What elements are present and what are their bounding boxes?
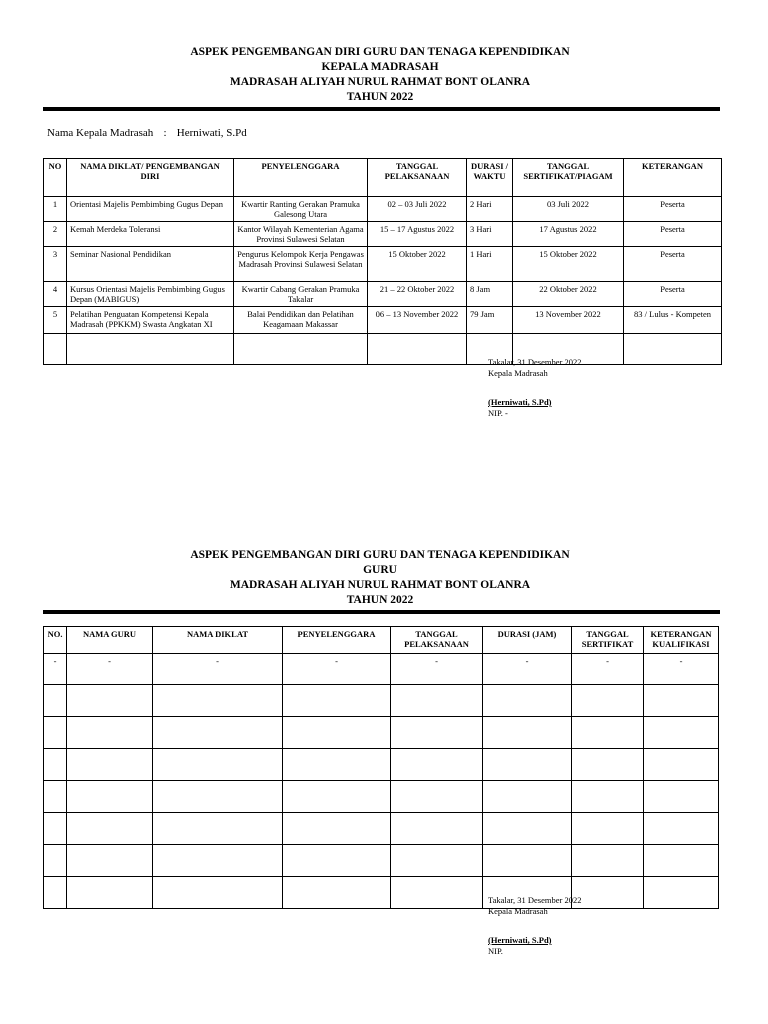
col-header-keterangan: KETERANGAN KUALIFIKASI bbox=[644, 627, 719, 654]
table-cell bbox=[483, 717, 572, 749]
cell-penyelenggara: Kwartir Ranting Gerakan Pramuka Galesong Utara bbox=[234, 197, 368, 222]
col-header-tanggal-pelaksanaan: TANGGAL PELAKSANAAN bbox=[368, 159, 467, 197]
table-cell bbox=[67, 781, 153, 813]
table-cell bbox=[483, 813, 572, 845]
cell-diklat bbox=[67, 334, 234, 365]
table-cell bbox=[153, 877, 283, 909]
table-cell bbox=[644, 717, 719, 749]
table-row-empty bbox=[44, 845, 719, 877]
cell-no: 5 bbox=[44, 307, 67, 334]
table-cell bbox=[44, 845, 67, 877]
cell-sertifikat: 13 November 2022 bbox=[513, 307, 624, 334]
table-cell: - bbox=[44, 654, 67, 685]
col-header-sertifikat: TANGGAL SERTIFIKAT bbox=[572, 627, 644, 654]
table-cell bbox=[572, 717, 644, 749]
table-cell bbox=[391, 877, 483, 909]
cell-durasi: 2 Hari bbox=[467, 197, 513, 222]
principal-name-line bbox=[47, 127, 247, 139]
table-row bbox=[44, 307, 722, 334]
cell-diklat: Kemah Merdeka Toleransi bbox=[67, 222, 234, 247]
col-header-keterangan: KETERANGAN bbox=[624, 159, 722, 197]
table-cell bbox=[391, 781, 483, 813]
signature-name: (Herniwati, S.Pd) bbox=[488, 935, 552, 945]
cell-pelaksanaan: 02 – 03 Juli 2022 bbox=[368, 197, 467, 222]
table-cell bbox=[67, 717, 153, 749]
col-header-no: NO. bbox=[44, 627, 67, 654]
table-cell bbox=[44, 749, 67, 781]
cell-diklat: Pelatihan Penguatan Kompetensi Kepala Madrasah (PPKKM) Swasta Angkatan XI bbox=[67, 307, 234, 334]
table-cell bbox=[483, 845, 572, 877]
table-cell bbox=[572, 685, 644, 717]
table-row-empty bbox=[44, 685, 719, 717]
signature-place-date: Takalar, 31 Desember 2022 bbox=[488, 895, 582, 905]
cell-penyelenggara bbox=[234, 334, 368, 365]
section2-divider bbox=[43, 610, 720, 614]
principal-name-label: Nama Kepala Madrasah bbox=[47, 127, 154, 139]
table-cell bbox=[391, 717, 483, 749]
table-cell bbox=[644, 749, 719, 781]
section2-title-line: ASPEK PENGEMBANGAN DIRI GURU DAN TENAGA KEPENDIDIKAN bbox=[190, 549, 570, 561]
table-cell bbox=[67, 845, 153, 877]
table-cell bbox=[283, 845, 391, 877]
cell-keterangan: Peserta bbox=[624, 247, 722, 282]
table-cell bbox=[44, 781, 67, 813]
table-cell bbox=[153, 749, 283, 781]
cell-keterangan bbox=[624, 334, 722, 365]
cell-pelaksanaan: 21 – 22 Oktober 2022 bbox=[368, 282, 467, 307]
cell-keterangan: 83 / Lulus - Kompeten bbox=[624, 307, 722, 334]
signature-nip: NIP. - bbox=[488, 407, 508, 418]
section1-title-line: MADRASAH ALIYAH NURUL RAHMAT BONT OLANRA bbox=[229, 76, 531, 88]
table-cell bbox=[483, 749, 572, 781]
cell-no: 1 bbox=[44, 197, 67, 222]
table-cell bbox=[153, 813, 283, 845]
table-cell bbox=[644, 781, 719, 813]
cell-diklat: Seminar Nasional Pendidikan bbox=[67, 247, 234, 282]
col-header-durasi: DURASI / WAKTU bbox=[467, 159, 513, 197]
table-row bbox=[44, 654, 719, 685]
table-cell bbox=[283, 685, 391, 717]
table-cell: - bbox=[391, 654, 483, 685]
table-row-empty bbox=[44, 334, 722, 365]
section2-title-line: TAHUN 2022 bbox=[346, 594, 414, 606]
section1-title-line: ASPEK PENGEMBANGAN DIRI GURU DAN TENAGA KEPENDIDIKAN bbox=[190, 46, 570, 58]
signature-place-date: Takalar, 31 Desember 2022 bbox=[488, 357, 582, 367]
cell-penyelenggara: Kantor Wilayah Kementerian Agama Provinsi Sulawesi Selatan bbox=[234, 222, 368, 247]
section2-title-line: GURU bbox=[363, 564, 397, 576]
table-row-empty bbox=[44, 813, 719, 845]
section1-title bbox=[40, 45, 720, 105]
table-cell bbox=[572, 813, 644, 845]
cell-durasi: 79 Jam bbox=[467, 307, 513, 334]
section1-divider bbox=[43, 107, 720, 111]
signature-role: Kepala Madrasah bbox=[488, 367, 548, 378]
table-cell: - bbox=[283, 654, 391, 685]
cell-no bbox=[44, 334, 67, 365]
col-header-tanggal-sertifikat: TANGGAL SERTIFIKAT/PIAGAM bbox=[513, 159, 624, 197]
table-row bbox=[44, 282, 722, 307]
table-cell bbox=[44, 877, 67, 909]
cell-keterangan: Peserta bbox=[624, 222, 722, 247]
cell-penyelenggara: Balai Pendidikan dan Pelatihan Keagamaan Makassar bbox=[234, 307, 368, 334]
table-header-row bbox=[44, 627, 719, 654]
cell-no: 3 bbox=[44, 247, 67, 282]
table-cell bbox=[283, 749, 391, 781]
table-cell bbox=[391, 845, 483, 877]
cell-sertifikat: 17 Agustus 2022 bbox=[513, 222, 624, 247]
table-cell bbox=[44, 717, 67, 749]
cell-no: 4 bbox=[44, 282, 67, 307]
cell-durasi: 3 Hari bbox=[467, 222, 513, 247]
table-cell bbox=[153, 717, 283, 749]
cell-pelaksanaan: 06 – 13 November 2022 bbox=[368, 307, 467, 334]
table-cell bbox=[572, 749, 644, 781]
table-cell: - bbox=[644, 654, 719, 685]
section2-title-line: MADRASAH ALIYAH NURUL RAHMAT BONT OLANRA bbox=[229, 579, 531, 591]
table-cell: - bbox=[483, 654, 572, 685]
cell-penyelenggara: Pengurus Kelompok Kerja Pengawas Madrasah Provinsi Sulawesi Selatan bbox=[234, 247, 368, 282]
cell-keterangan: Peserta bbox=[624, 197, 722, 222]
table-cell bbox=[67, 877, 153, 909]
table-cell: - bbox=[67, 654, 153, 685]
section2-signature bbox=[488, 895, 581, 956]
table-cell bbox=[44, 685, 67, 717]
table-cell bbox=[644, 685, 719, 717]
table-cell bbox=[644, 813, 719, 845]
table-row-empty bbox=[44, 749, 719, 781]
section1-title-line: KEPALA MADRASAH bbox=[321, 61, 439, 73]
signature-name: (Herniwati, S.Pd) bbox=[488, 397, 552, 407]
cell-penyelenggara: Kwartir Cabang Gerakan Pramuka Takalar bbox=[234, 282, 368, 307]
cell-pelaksanaan bbox=[368, 334, 467, 365]
cell-sertifikat: 03 Juli 2022 bbox=[513, 197, 624, 222]
table-cell bbox=[391, 749, 483, 781]
principal-training-table bbox=[43, 158, 722, 365]
table-cell bbox=[572, 781, 644, 813]
section2-title bbox=[40, 548, 720, 608]
cell-keterangan: Peserta bbox=[624, 282, 722, 307]
cell-durasi: 8 Jam bbox=[467, 282, 513, 307]
cell-pelaksanaan: 15 – 17 Agustus 2022 bbox=[368, 222, 467, 247]
table-cell bbox=[483, 685, 572, 717]
cell-durasi: 1 Hari bbox=[467, 247, 513, 282]
table-cell bbox=[67, 749, 153, 781]
table-cell bbox=[67, 685, 153, 717]
table-row bbox=[44, 247, 722, 282]
section1-signature bbox=[488, 357, 581, 418]
table-row bbox=[44, 222, 722, 247]
table-cell bbox=[44, 813, 67, 845]
table-row bbox=[44, 197, 722, 222]
principal-name-value: Herniwati, S.Pd bbox=[176, 127, 247, 139]
table-cell bbox=[283, 813, 391, 845]
table-row-empty bbox=[44, 781, 719, 813]
col-header-guru: NAMA GURU bbox=[67, 627, 153, 654]
principal-name-separator: : bbox=[163, 127, 167, 139]
table-cell bbox=[67, 813, 153, 845]
col-header-penyelenggara: PENYELENGGARA bbox=[283, 627, 391, 654]
table-cell bbox=[644, 877, 719, 909]
cell-diklat: Kursus Orientasi Majelis Pembimbing Gugus Depan (MABIGUS) bbox=[67, 282, 234, 307]
table-cell bbox=[153, 781, 283, 813]
section1-title-line: TAHUN 2022 bbox=[346, 91, 414, 103]
table-cell bbox=[644, 845, 719, 877]
col-header-pelaksanaan: TANGGAL PELAKSANAAN bbox=[391, 627, 483, 654]
cell-no: 2 bbox=[44, 222, 67, 247]
table-cell bbox=[283, 877, 391, 909]
table-cell bbox=[572, 877, 644, 909]
table-cell: - bbox=[153, 654, 283, 685]
table-cell bbox=[153, 685, 283, 717]
table-cell bbox=[572, 845, 644, 877]
table-cell bbox=[391, 685, 483, 717]
table-cell bbox=[483, 781, 572, 813]
cell-sertifikat: 15 Oktober 2022 bbox=[513, 247, 624, 282]
table-row-empty bbox=[44, 877, 719, 909]
col-header-no: NO bbox=[44, 159, 67, 197]
col-header-penyelenggara: PENYELENGGARA bbox=[234, 159, 368, 197]
cell-sertifikat: 22 Oktober 2022 bbox=[513, 282, 624, 307]
table-header-row bbox=[44, 159, 722, 197]
col-header-durasi: DURASI (JAM) bbox=[483, 627, 572, 654]
signature-role: Kepala Madrasah bbox=[488, 905, 548, 916]
teacher-training-table bbox=[43, 626, 719, 909]
table-row-empty bbox=[44, 717, 719, 749]
table-cell bbox=[391, 813, 483, 845]
col-header-diklat: NAMA DIKLAT bbox=[153, 627, 283, 654]
table-cell bbox=[153, 845, 283, 877]
cell-pelaksanaan: 15 Oktober 2022 bbox=[368, 247, 467, 282]
table-cell bbox=[283, 781, 391, 813]
col-header-diklat: NAMA DIKLAT/ PENGEMBANGAN DIRI bbox=[67, 159, 234, 197]
table-cell: - bbox=[572, 654, 644, 685]
signature-nip: NIP. bbox=[488, 945, 503, 956]
table-cell bbox=[283, 717, 391, 749]
cell-diklat: Orientasi Majelis Pembimbing Gugus Depan bbox=[67, 197, 234, 222]
